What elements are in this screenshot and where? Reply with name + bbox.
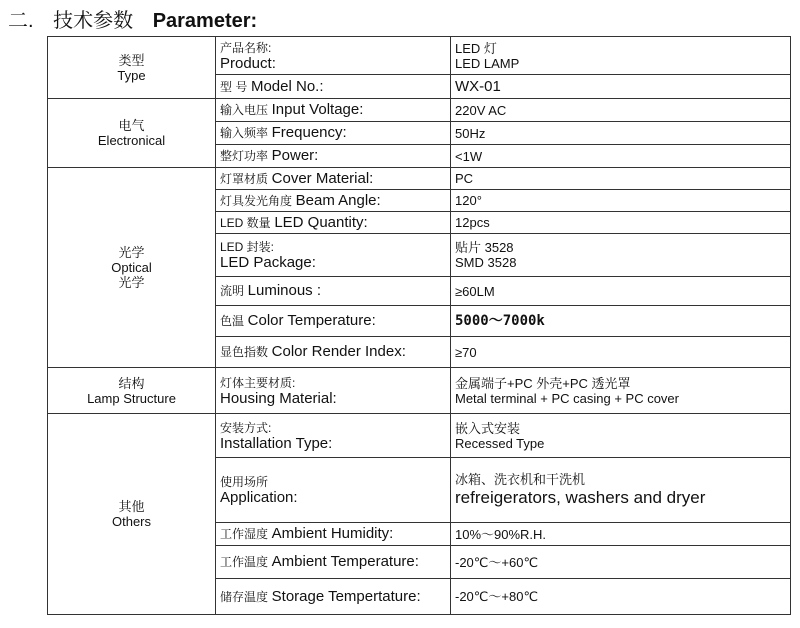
section-heading	[8, 6, 257, 36]
table-row	[48, 368, 791, 414]
value-frequency: 50Hz	[451, 122, 791, 145]
section-title-en: Parameter:	[152, 10, 258, 32]
param-storage-temperature: 储存温度 Storage Tempertature:	[216, 579, 451, 615]
section-title-cn: 技术参数	[53, 10, 134, 32]
value-application: 冰箱、洗衣机和干洗机 refreigerators, washers and dryer	[451, 458, 791, 523]
value-color-render-index: ≥70	[451, 337, 791, 368]
value-storage-temperature: -20℃～+80℃	[451, 579, 791, 615]
value-model: WX-01	[451, 75, 791, 99]
category-optical: 光学 Optical 光学	[48, 168, 216, 368]
param-color-render-index: 显色指数 Color Render Index:	[216, 337, 451, 368]
section-number: 二.	[8, 10, 34, 32]
value-led-quantity: 12pcs	[451, 212, 791, 234]
table-row	[48, 168, 791, 190]
table-row	[48, 37, 791, 75]
value-led-package: 贴片 3528 SMD 3528	[451, 234, 791, 277]
value-power: <1W	[451, 145, 791, 168]
param-application: 使用场所 Application:	[216, 458, 451, 523]
param-luminous: 流明 Luminous :	[216, 277, 451, 306]
table-row	[48, 99, 791, 122]
value-cover-material: PC	[451, 168, 791, 190]
value-ambient-temperature: -20℃～+60℃	[451, 546, 791, 579]
param-model: 型 号 Model No.:	[216, 75, 451, 99]
table-row	[48, 414, 791, 458]
parameter-table	[47, 36, 791, 615]
category-type: 类型 Type	[48, 37, 216, 99]
param-led-package: LED 封装: LED Package:	[216, 234, 451, 277]
category-others: 其他 Others	[48, 414, 216, 615]
param-led-quantity: LED 数量 LED Quantity:	[216, 212, 451, 234]
value-beam-angle: 120°	[451, 190, 791, 212]
param-cover-material: 灯罩材质 Cover Material:	[216, 168, 451, 190]
param-installation-type: 安装方式: Installation Type:	[216, 414, 451, 458]
param-product: 产品名称: Product:	[216, 37, 451, 75]
value-housing-material: 金属端子+PC 外壳+PC 透光罩 Metal terminal + PC casing + PC cover	[451, 368, 791, 414]
param-color-temperature: 色温 Color Temperature:	[216, 306, 451, 337]
value-color-temperature: 5000～7000k	[451, 306, 791, 337]
value-input-voltage: 220V AC	[451, 99, 791, 122]
category-lamp-structure: 结构 Lamp Structure	[48, 368, 216, 414]
param-ambient-humidity: 工作湿度 Ambient Humidity:	[216, 523, 451, 546]
value-luminous: ≥60LM	[451, 277, 791, 306]
param-beam-angle: 灯具发光角度 Beam Angle:	[216, 190, 451, 212]
value-installation-type: 嵌入式安装 Recessed Type	[451, 414, 791, 458]
param-input-voltage: 输入电压 Input Voltage:	[216, 99, 451, 122]
value-ambient-humidity: 10%～90%R.H.	[451, 523, 791, 546]
category-electrical: 电气 Electronical	[48, 99, 216, 168]
param-housing-material: 灯体主要材质: Housing Material:	[216, 368, 451, 414]
param-ambient-temperature: 工作温度 Ambient Temperature:	[216, 546, 451, 579]
param-power: 整灯功率 Power:	[216, 145, 451, 168]
value-product: LED 灯 LED LAMP	[451, 37, 791, 75]
param-frequency: 输入频率 Frequency:	[216, 122, 451, 145]
